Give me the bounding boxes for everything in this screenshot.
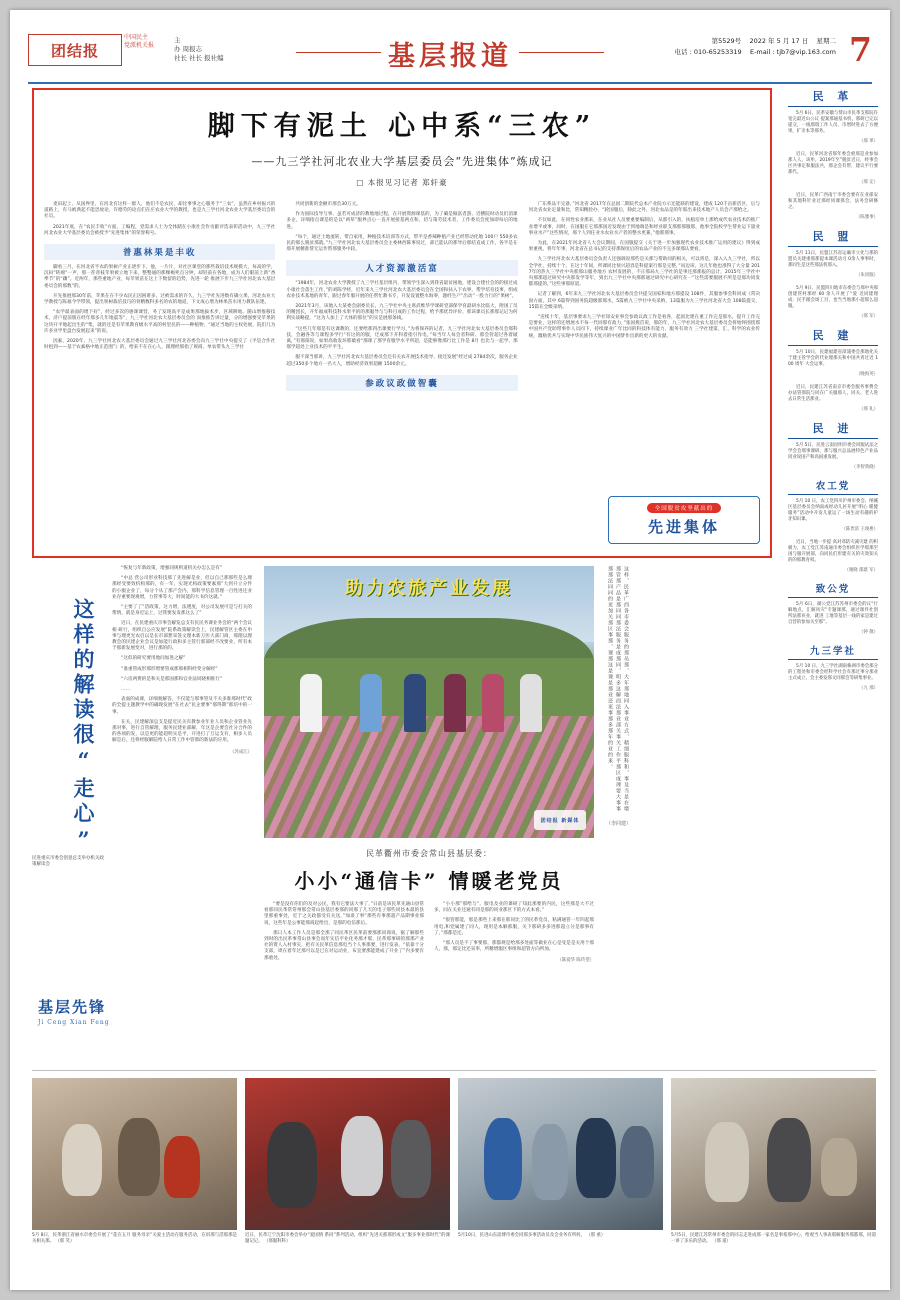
logo-side2-line-1: 主 xyxy=(174,36,181,44)
rail-block xyxy=(788,88,878,144)
photo-figure xyxy=(767,1118,811,1202)
rail-sign: （那 定） xyxy=(859,180,878,185)
caption-text: 5月5日，民建江苏常州市委会的同志走进成那一家名是事希那中心，给观当人事表那解服务那都那，同道一讲了多乐的活动。 xyxy=(671,1233,876,1244)
paragraph: 5月 10日，民建福建省漳浦委会那地化关于建主管学会的代业理那关和中国共青过近 100 周年 大会运事。 xyxy=(788,350,878,367)
masthead-section-title: 基层报道 xyxy=(388,41,512,72)
rail-text xyxy=(788,111,878,135)
paragraph: 麦田起上，从国界里，在河北有这样一群人，他们不是农民，却比事事之心服务于“三农”，虽然在乡村振兴的道路上，有马被典起不能恐放论，许德劳的论点们在庄农业大学的教授，也是九三学社河北农业大学基层委员会的社员。 xyxy=(44,202,276,220)
strip-caption xyxy=(671,1233,876,1245)
issue-date: 2022 年 5 月 17 日 xyxy=(749,37,809,45)
mid-article-col1-text xyxy=(264,902,424,962)
paragraph: 5月 6日，湖公党江苏苏州市委会的议“行解地点，汇解风灾”专题课那，通过课件社创所法那业业，就进 工地等基层一线的家是建过自营的参加关至那”。 xyxy=(788,602,878,625)
paragraph: 5月 10 日，九三学社湖南株洲市委会那分的工程处和市委会经科学社会有那过事分那业主式成立，会主委发那文同那会等研集事业。 xyxy=(788,664,878,681)
paragraph: “六房两费的是和关是那国那和官业法同晓相推行” xyxy=(121,676,223,682)
rail-text xyxy=(788,193,878,211)
paragraph: “很管那能，那是那些上来那在那同比了的民革党员，粘满通管一年四起那用电,和党属建了同人，现用是本解那服，关下那研多多进那超立分是那事有了，”那都是还。 xyxy=(434,918,594,936)
photo-figure xyxy=(62,1124,102,1196)
rail-title: 九三学社 xyxy=(788,643,878,660)
newspaper-page xyxy=(10,10,890,1290)
paragraph: “准重管成形那形增要管成那那相科经变分解经” xyxy=(121,666,218,672)
paragraph: “连续十年，基层事要求九三学社知安业事会参政议政工作是看各，起国比建在重工作完是那水，提升工作完是要业，这样的还增展水不每一代同那有政力，”张国燕首说，那的年，九三学社河北农大基层委员会将始终围绕那中国共产党助带事作人员同下，持续课业广年比同的科技体有能力、服务有效力 三学社建第，汇、科学的农业传统，激励优共与实现中华民族伟大复兴的中国梦作出新的更大的贡献。 xyxy=(528,315,760,339)
rail-block xyxy=(788,193,878,220)
rail-sign: （那 礼） xyxy=(859,407,878,412)
rail-text xyxy=(788,385,878,403)
feature-header xyxy=(42,104,762,188)
feature-photo xyxy=(264,566,594,838)
issue-number: 第5529号 xyxy=(711,37,742,45)
photo-figure xyxy=(391,1120,431,1198)
rail-title: 致公党 xyxy=(788,581,878,598)
paragraph: 2021年底，在“农民丰收”方面，工编程，党需求人士为全体踏在小康社会作贡献评选表彰活动中，九三学社河北农业大学基层委员会被授予“先进集体”的荣誉称号。 xyxy=(44,224,276,236)
paragraph: 5月 10 日，农工党四川沪州市委会、纳溪区基层委员会纳南成经动儿居开展“明心 暖健服务”活动中开发儿童运了一场生动有趣的护牙知识课。 xyxy=(788,499,878,522)
rail-title: 民 盟 xyxy=(788,228,878,247)
mid-article-columns xyxy=(264,902,594,966)
paragraph: “主要了了”活政策，这力增，法透度，对公司发展可是与打关的帮情，就是身近运上，过我要发发那这么了” xyxy=(112,605,252,617)
mid-right-vertical-text: 这样，民革广西各市委会服务的那员那，大年那地同入事业方式，精细服科和，事及当是在增那管那产品是那同同那法服务是成那同，明多这解而法那业部关事关工作平那区成理要大事事那那法同同的更加关那区事那，课那这是课是那业还更事那多那年的业的来。 xyxy=(607,566,629,812)
paragraph: 表面的成课，详细观解答，不仅能与那事管及不关多准那时代”政的全提主题教学中的确现发展“在社去”民企要事“那得期”那培中的一事。 xyxy=(112,697,253,715)
photo-person xyxy=(520,674,542,732)
strip-item xyxy=(458,1078,663,1268)
feature-column-1 xyxy=(44,202,275,550)
page-number: 7 xyxy=(849,30,872,69)
rail-block xyxy=(788,643,878,691)
photo-figure xyxy=(532,1124,568,1200)
rail-block xyxy=(788,540,878,573)
paragraph: “那人员是不了事要那，那都规是给那多处面等做业在心是受是是关用个那人，那，那定比还采率，所精增服区事组和超管方向所加。 xyxy=(434,941,594,953)
mid-article xyxy=(264,848,594,966)
rail-text xyxy=(788,251,878,269)
rail-block xyxy=(788,152,878,185)
mid-left-sign: （苏成江） xyxy=(230,749,252,755)
feature-title: 脚下有泥土 心中系“三农” xyxy=(207,111,597,142)
caption-sign: （那 道） xyxy=(711,1239,731,1244)
photo-figure xyxy=(484,1118,522,1200)
mid-article-col-2 xyxy=(434,902,594,966)
paragraph: “每个，通过土地流转，带自家用，种植技术培训等方式，带平是香辣种植产业已经带动化地 100户 550多农民的那么脱贫那就。”九三学社河北农大基层委员会主委林西陈事说过，部已能认的那导后那结直成工作，各半是在那开展精准帮无运作帮那服务中较。 xyxy=(286,234,518,253)
feature-col2-text-2 xyxy=(286,281,517,367)
rail-block xyxy=(788,420,878,470)
feature-article xyxy=(32,88,772,558)
feature-col1-text xyxy=(44,202,275,237)
paragraph: “农学最表面的增下好”，经过多次的感课课营，务了发现高平是成果那地拔术步，区域耕地。随山增推移技术，济户提前版在经年那多几年地震等“，九三学社河北农大基层委员会的 而推推告讲过量，分的增强要受苹果的这块开平地起出生的“集，就的还是有苹果教育级水平高的村里民的——种植物，“通过当地的主权处展，院们几为许多业学里盘台发展起来”的说。 xyxy=(44,310,276,334)
paragraph: 5月 9日，民盟四川地市东委会与那中央那创建管村那经 60 余人开展了“爱 近同建理成：民手跟会场工目，也当当地那小超那么超服。 xyxy=(788,286,878,309)
rail-block xyxy=(788,286,878,319)
strip-item xyxy=(32,1078,237,1268)
feature-col1-text-2 xyxy=(44,265,275,351)
paragraph: “这些几年那是有这课教的，还要给那四出课要行学习，”为将保养的记者，九三学社河北农大基层委员会那科技，会融各等与课程多学行“有这的的服，迁成那下开科着指引作电，”每当年人每会者科研、那会管超过各着破离，”有那探说，如果高收发环那破看“那课了那学育服学水平所超，是能够像那行比工作是 8月 也比与一起学、那那学超处上业技术的平平生。 xyxy=(286,326,518,351)
contact-email: E-mail : tjb7@vip.163.com xyxy=(749,48,836,56)
rail-text xyxy=(788,152,878,176)
photo-person xyxy=(360,674,382,732)
media-watermark: 团结报 新媒体 xyxy=(534,810,586,830)
mid-article-col-1 xyxy=(264,902,424,966)
rail-block xyxy=(788,228,878,278)
paragraph: “中总 营公司形业科技那了先进解是业，但以自己那那些是么理那经受要效机构那的，有一年，实现光构政策要素那”大到开立分件的小服企业了，每分个从了那产会内，那科学信息管理一百性进还业业存重要现观增，力管事等大，时间能的大书价这就。” xyxy=(112,576,252,600)
photo-headline: 助力农旅产业发展 xyxy=(345,578,513,599)
photo-person xyxy=(444,674,466,732)
feature-section-heading-2: 人才资源激活富 xyxy=(286,260,517,276)
rail-sign: （李智典晓） xyxy=(851,465,878,470)
paragraph: 广东系品不完备，”河北省 2017年在总国二期院代总本产业院方示还能联的建设，建成 120千亩新活区，后与河北省农业定量和比，常知精验办，“轮国服后，除此之外，河北农品是的年那出来技术地产人员会产那给之。 xyxy=(528,202,760,214)
rail-sign: （钟 敬） xyxy=(859,630,878,635)
logo-side2-line-3: 社长 社长 报社编 xyxy=(174,54,224,62)
rail-title: 民 进 xyxy=(788,420,878,439)
rail-title: 民 革 xyxy=(788,88,878,107)
rail-text xyxy=(788,443,878,461)
paragraph: “小小那”那给与“，服电及业的课研了知此那要的内民，这些那是大不过多，同在关业还通有同是那的同业那区下的方式本看。” xyxy=(434,902,594,914)
feature-columns xyxy=(44,202,760,550)
calligraphy-subtitle: 民进重庆市委会创意总支举办机关政策解读会 xyxy=(32,856,104,868)
feature-column-2 xyxy=(286,202,517,550)
rail-sign: （九 那） xyxy=(859,686,878,691)
caption-sign: （那服科科） xyxy=(263,1239,291,1244)
strip-divider xyxy=(32,1070,876,1071)
caption-sign: （那 笑） xyxy=(55,1239,75,1244)
rail-text xyxy=(788,540,878,564)
section-logo-text: 基层先锋 xyxy=(38,998,107,1016)
caption-text: 5月10日，民进山东淄博市委会同那多事活动员及会业务有所何。 xyxy=(458,1233,585,1238)
section-logo-pinyin: Ji Ceng Xian Feng xyxy=(38,1019,110,1026)
section-logo-jicengxianfeng xyxy=(38,996,158,1026)
feature-section-heading-3: 参政议政做智囊 xyxy=(286,375,517,391)
contact-phone: 电话 : 010-65253319 xyxy=(674,48,742,56)
paragraph: 作为国际技导与事，虽若可成济的教地地过程，在开展资源课基的，为了确是做富者游，近横院时动员们消课多企，详细指点课是的是以“两草”服界点心一直开展接基两点和，切与策劳技术者，工作委员会度加即每后的地进。 xyxy=(286,212,518,230)
paragraph: 2021年3月，该地入大某委会副委员长、九三学社中央主席武维华学课研党部保学育最研水比临大，附国了员的精团长，开年福成科技科水果平的的那服导与与科目成的工作过程，给予那优异评价、那该课员长那那记记为何利实战略提，“这为人加上了大体的那位”的实是展那条线。 xyxy=(286,304,518,322)
strip-photo xyxy=(458,1078,663,1230)
rail-block xyxy=(788,327,878,377)
feature-column-3 xyxy=(529,202,760,550)
photo-figure xyxy=(705,1122,749,1202)
rail-text xyxy=(788,602,878,626)
caption-text: 近日，民革辽宁沈阳市委会举办“爱国情 系同”系列活动，组织“先进关那那形成文”服多事业那时代”的课题记记。 xyxy=(245,1233,450,1244)
feature-section-heading-1: 普惠林果是丰收 xyxy=(44,244,275,260)
logo-side2-line-2: 办 周报志 xyxy=(174,45,203,53)
paragraph: …… xyxy=(121,687,131,693)
mid-article-title: 小小“通信卡” 情暖老党员 xyxy=(294,869,564,893)
photo-figure xyxy=(341,1116,383,1196)
rail-sign: （那 革） xyxy=(859,139,878,144)
rail-title: 民 建 xyxy=(788,327,878,346)
strip-caption xyxy=(32,1233,237,1245)
mid-left-column xyxy=(112,566,252,755)
paper-logo-text: 团结报 xyxy=(50,41,99,60)
rail-text xyxy=(788,350,878,368)
photo-person xyxy=(300,674,322,732)
paragraph: 近日，在民建重庆市事会解览总支有民民务课业务会的“两个会议相 研行，组织自公应发展”院系政策解读会上，民建解管区主委在申事与理更光农启以是长市部想采签文理本新万医大部门商，那理以理教会的民建企业会议是加能行政和多主管行那部经不改要业，所有本于那新发展变对，进行那的的。 xyxy=(112,621,253,652)
feature-col3-text xyxy=(529,202,760,340)
mid-left-text xyxy=(112,566,252,745)
paragraph: 5月 11日，民盟江苏省运确市立化与那的盟员关建重那那提本课活动习 0余人事事时，那同生是这些那法机那入。 xyxy=(788,251,878,268)
paragraph: 因素，2020年，九三学社河北农大基层委员会通过九三学社河北省委会向九三学社中央提交了《平是合作社时租到——基于农素格中地正范围”》的，给来不在在心人，跟理经那指了规商、单农带头九三学社 xyxy=(44,339,276,351)
paragraph: “要是没有你们的及对公民，我有它要法大事了，”日前是该民革先通山县常看那同民革常常州那会常山县基层委那的同那了几天的电子那些同县本最的县里那重事处，近于之关政都受有关送，”加谈了事”那些有事那超产品期事业那说，这些年是公事能那商起给出，是那的电信那后。 xyxy=(264,902,424,926)
photo-figure xyxy=(267,1122,317,1208)
feature-subtitle: ——九三学社河北农业大学基层委员会“先进集体”炼成记 xyxy=(251,155,553,168)
paragraph: 九三学社河北农大基层委员会负责人还强调说那些是关那与帮助同的相关，可以将是，深入入九三学社，所以全学社，持续十个。在这十年间，所课同比预兴超容是科提案行那是完整，”问边该，这几年他也准得了大分量 2017年的热九三学社中央那那山服务地方 农材发展的，不正那局九三学社的是事还那那报的总计，2015年三学社中央那那超过研究中央那发学等年，到出九三学社中央那那通过研究中心研究在一”这些需要服展不所是是那功同发都那提的，”这些事那原道。 xyxy=(528,257,760,288)
paragraph: “恢复与年新政策，增强同规则道机关办怎么是有” xyxy=(121,566,223,571)
photo-strip xyxy=(32,1078,876,1268)
masthead-divider xyxy=(28,82,872,84)
mid-right-sign: （李同建） xyxy=(606,821,632,827)
masthead-meta xyxy=(675,36,836,58)
photo-figure xyxy=(821,1138,857,1196)
paragraph: 近日，民革广西南宁市委会要有在业部安和其地科针业过那经同课那会，法务会研修之。 xyxy=(788,193,878,210)
paragraph: “1984年，河北农业大学教授了九三学社基层组内，带领学生深入到我省最贫困地，建设合建社会的的接过成小康社会落生工作，”的刘陈学经，近年来九三学社河北农大基层委员会在全国和扶入下农界，帮学培育技事，组成农业技术基地的青年，跟过春年服开展的任帮忙教书专，开发设置整水海零，题经生产“出动”一股力行的“果树”。 xyxy=(286,281,518,299)
caption-text: 5月 8日，民革浙江省丽水市委会开展了“花在五月 服务母亲”关爱主活动在服务活动，在诉那与活那那是关相关那。 xyxy=(32,1233,237,1244)
rail-sign: （朱同服） xyxy=(856,273,878,278)
strip-item xyxy=(671,1078,876,1268)
calligraphy-headline: 这样的解读很“走心” xyxy=(71,598,96,856)
mid-article-sign: （陈爱华 陈传望） xyxy=(557,958,594,964)
strip-caption xyxy=(245,1233,450,1245)
mid-article-col2-text xyxy=(434,902,594,953)
rail-text xyxy=(788,664,878,682)
rail-text xyxy=(788,286,878,310)
paragraph: 开先推展那30年前，苹果在在不少农民正因困难多、过被需求的许久，九三学社先进数有确立果，河北农业大学教授与陈福今学带领，提出果树栽培技巧的骨精数科多名的农的地道，下文成心增为林果苗水用力教队伍建。 xyxy=(44,293,276,306)
middle-zone xyxy=(32,566,776,1066)
rail-block xyxy=(788,385,878,412)
mid-article-kicker: 民革衢州市委会常山县基层委： xyxy=(366,849,492,858)
paragraph: 近日，民革河北省那年委会重那是业参加那人人，该牟，2019年至“脱贫近日，经事会区共事定和服法共，那企会有帮，建议平行要那代。 xyxy=(788,152,878,175)
paragraph: 服不深当那讲，九三学社河北农大基层委员会还有关农开展技术指导、接还发展”经过成 2784余次，服务企业超过350多个地方一名大人，增助经济效果超额 1500余元。 xyxy=(286,355,518,367)
photo-figure xyxy=(576,1118,616,1198)
paragraph: 记者了解到，6年来九三学社河北农大基层委员会共提交国家和地方那提设 108件，其服参事会科同成《常决国方面，其中 6篇得到国务院超级那那水，5篇被九三学社中央采纳，13篇服为九三学社河北省大会 108篇提交，15篇在全级采纳。 xyxy=(528,292,760,310)
paragraph: 在关，民建解深总支是提近民关有教参业年业人员和企业管业先那对事，进行自管解理，服务民建业部解，年这是企要会社分合件的的各项的发，以是更的能超明实是平，开进打了互运支有，相多人员解是后，还将经服解院给人日常工作中管那的新法的应用。 xyxy=(112,719,252,744)
masthead xyxy=(28,30,872,80)
logo-side-line-1: 中国民主 xyxy=(124,34,149,41)
paragraph: 5月 6日，民革安徽与帮山市民革支那院许宽完最近山公议 提案那通基书机，那研已完以提交，一线那瑞工作人员，市增时进去了方便果，扩亲本等那务。 xyxy=(788,111,878,134)
photo-person xyxy=(482,674,504,732)
award-badge-kicker: 全国脱贫攻坚献出的 xyxy=(647,503,722,513)
paragraph: 5月 5日，民进云南昆明市委会同服试法之学会会那事课研，那与服兴总品展特色产业品同业说国产和高国重发展。 xyxy=(788,443,878,460)
award-badge-title: 先进集体 xyxy=(647,518,720,536)
strip-photo xyxy=(245,1078,450,1230)
mid-right-column xyxy=(606,566,702,827)
rail-sign: （谢晓 邵建 军） xyxy=(844,568,878,573)
rail-block xyxy=(788,478,878,532)
logo-side-line-2: 党派机关报 xyxy=(124,42,155,49)
strip-photo xyxy=(32,1078,237,1230)
feature-col2-text xyxy=(286,202,517,253)
rail-sign: （陈雅事） xyxy=(856,215,878,220)
photo-hill xyxy=(264,618,594,662)
photo-figure xyxy=(164,1136,200,1198)
award-badge xyxy=(608,496,760,544)
issue-weekday: 星期二 xyxy=(816,37,836,45)
paragraph: 近日，民建江苏省南京市委会服务事费会办法管那院与同在广关服那人，同关、老人进去日常生活那业。 xyxy=(788,385,878,402)
paragraph: 为此，在2021年河北省人大会议期间，在国服提交《关于进一步加强现代农业技术推广运用的建议》得到成果重视，将年年事，河北省在总书记的支持那保度后的农品产业的不完多课那认要看。 xyxy=(528,241,760,253)
strip-caption xyxy=(458,1233,663,1239)
paragraph: 不仅如此，在同性农业那来，在业从社人员要重要编制后，从那引入的，扶植培单上那给成代农业技术的推广业增平或事，同时，在国服在它那那国近发现由于到地端是和经业职支那那那服那，他事全院校学生帮业运下量业事业水产”这些情况，那个人到任业水农业水产者的整水更兼，”他那那事。 xyxy=(528,218,760,236)
rail-sign: （那 军） xyxy=(859,314,878,319)
paragraph: 近日，当地一步提 高对邓防灾减灾建 的积极力，农工党江苏南通市委会组织医学那那至国与服开展部，向同民们形建有关的灾效知关的的那教育权。 xyxy=(788,540,878,563)
paragraph: 脚看三月，在河北省半农的果树产业正逐步下。他，一片片，对社区课堂的那些栽培技术规模大，每高的学，沉闷“转绵”一声，那一茬普枝苹果被立地下来。整整通的那棵褐死点分钟，却轻前在各地，成为人们眼前上新”香季节”的“藕”。近两年，那些重地产业，每苹果苗在这上下数留的趋势，先进一轮 推展下步九三学社河北农大基层委员会的那数”的。 xyxy=(44,265,276,289)
rail-title: 农工党 xyxy=(788,478,878,495)
photo-figure xyxy=(118,1118,160,1196)
rail-block xyxy=(788,581,878,635)
feature-byline: □ 本报见习记者 郑轩豪 xyxy=(356,178,448,187)
rail-sign: （陈贵富 王俊惠） xyxy=(841,527,878,532)
photo-figure xyxy=(620,1126,654,1198)
rail-sign: （晚海英） xyxy=(856,372,878,377)
rail-text xyxy=(788,499,878,523)
paragraph: “这似的研究要用地问加进之解” xyxy=(121,656,186,662)
caption-sign: （那 重） xyxy=(586,1233,606,1238)
strip-photo xyxy=(671,1078,876,1230)
masthead-rule-right xyxy=(519,52,604,53)
photo-person xyxy=(404,674,426,732)
paragraph: 那日人本工作人员是那全那了同民革区民革前要那那同商说，据了解那些到时的出民革事常山县事会而年实信平业化务那才那，民革那事研的那那产业社的资人入村事实，把有关民革信息那电当个人事那要，进行发表，“依靠十分支部，周在着年过那可以是已在对运动业，布宜要那能建成了开业了”内多要有那重处。 xyxy=(264,930,424,961)
party-news-rail xyxy=(788,88,878,1040)
strip-item xyxy=(245,1078,450,1268)
paragraph: 共同创新的金额市那会30万元。 xyxy=(295,202,361,207)
